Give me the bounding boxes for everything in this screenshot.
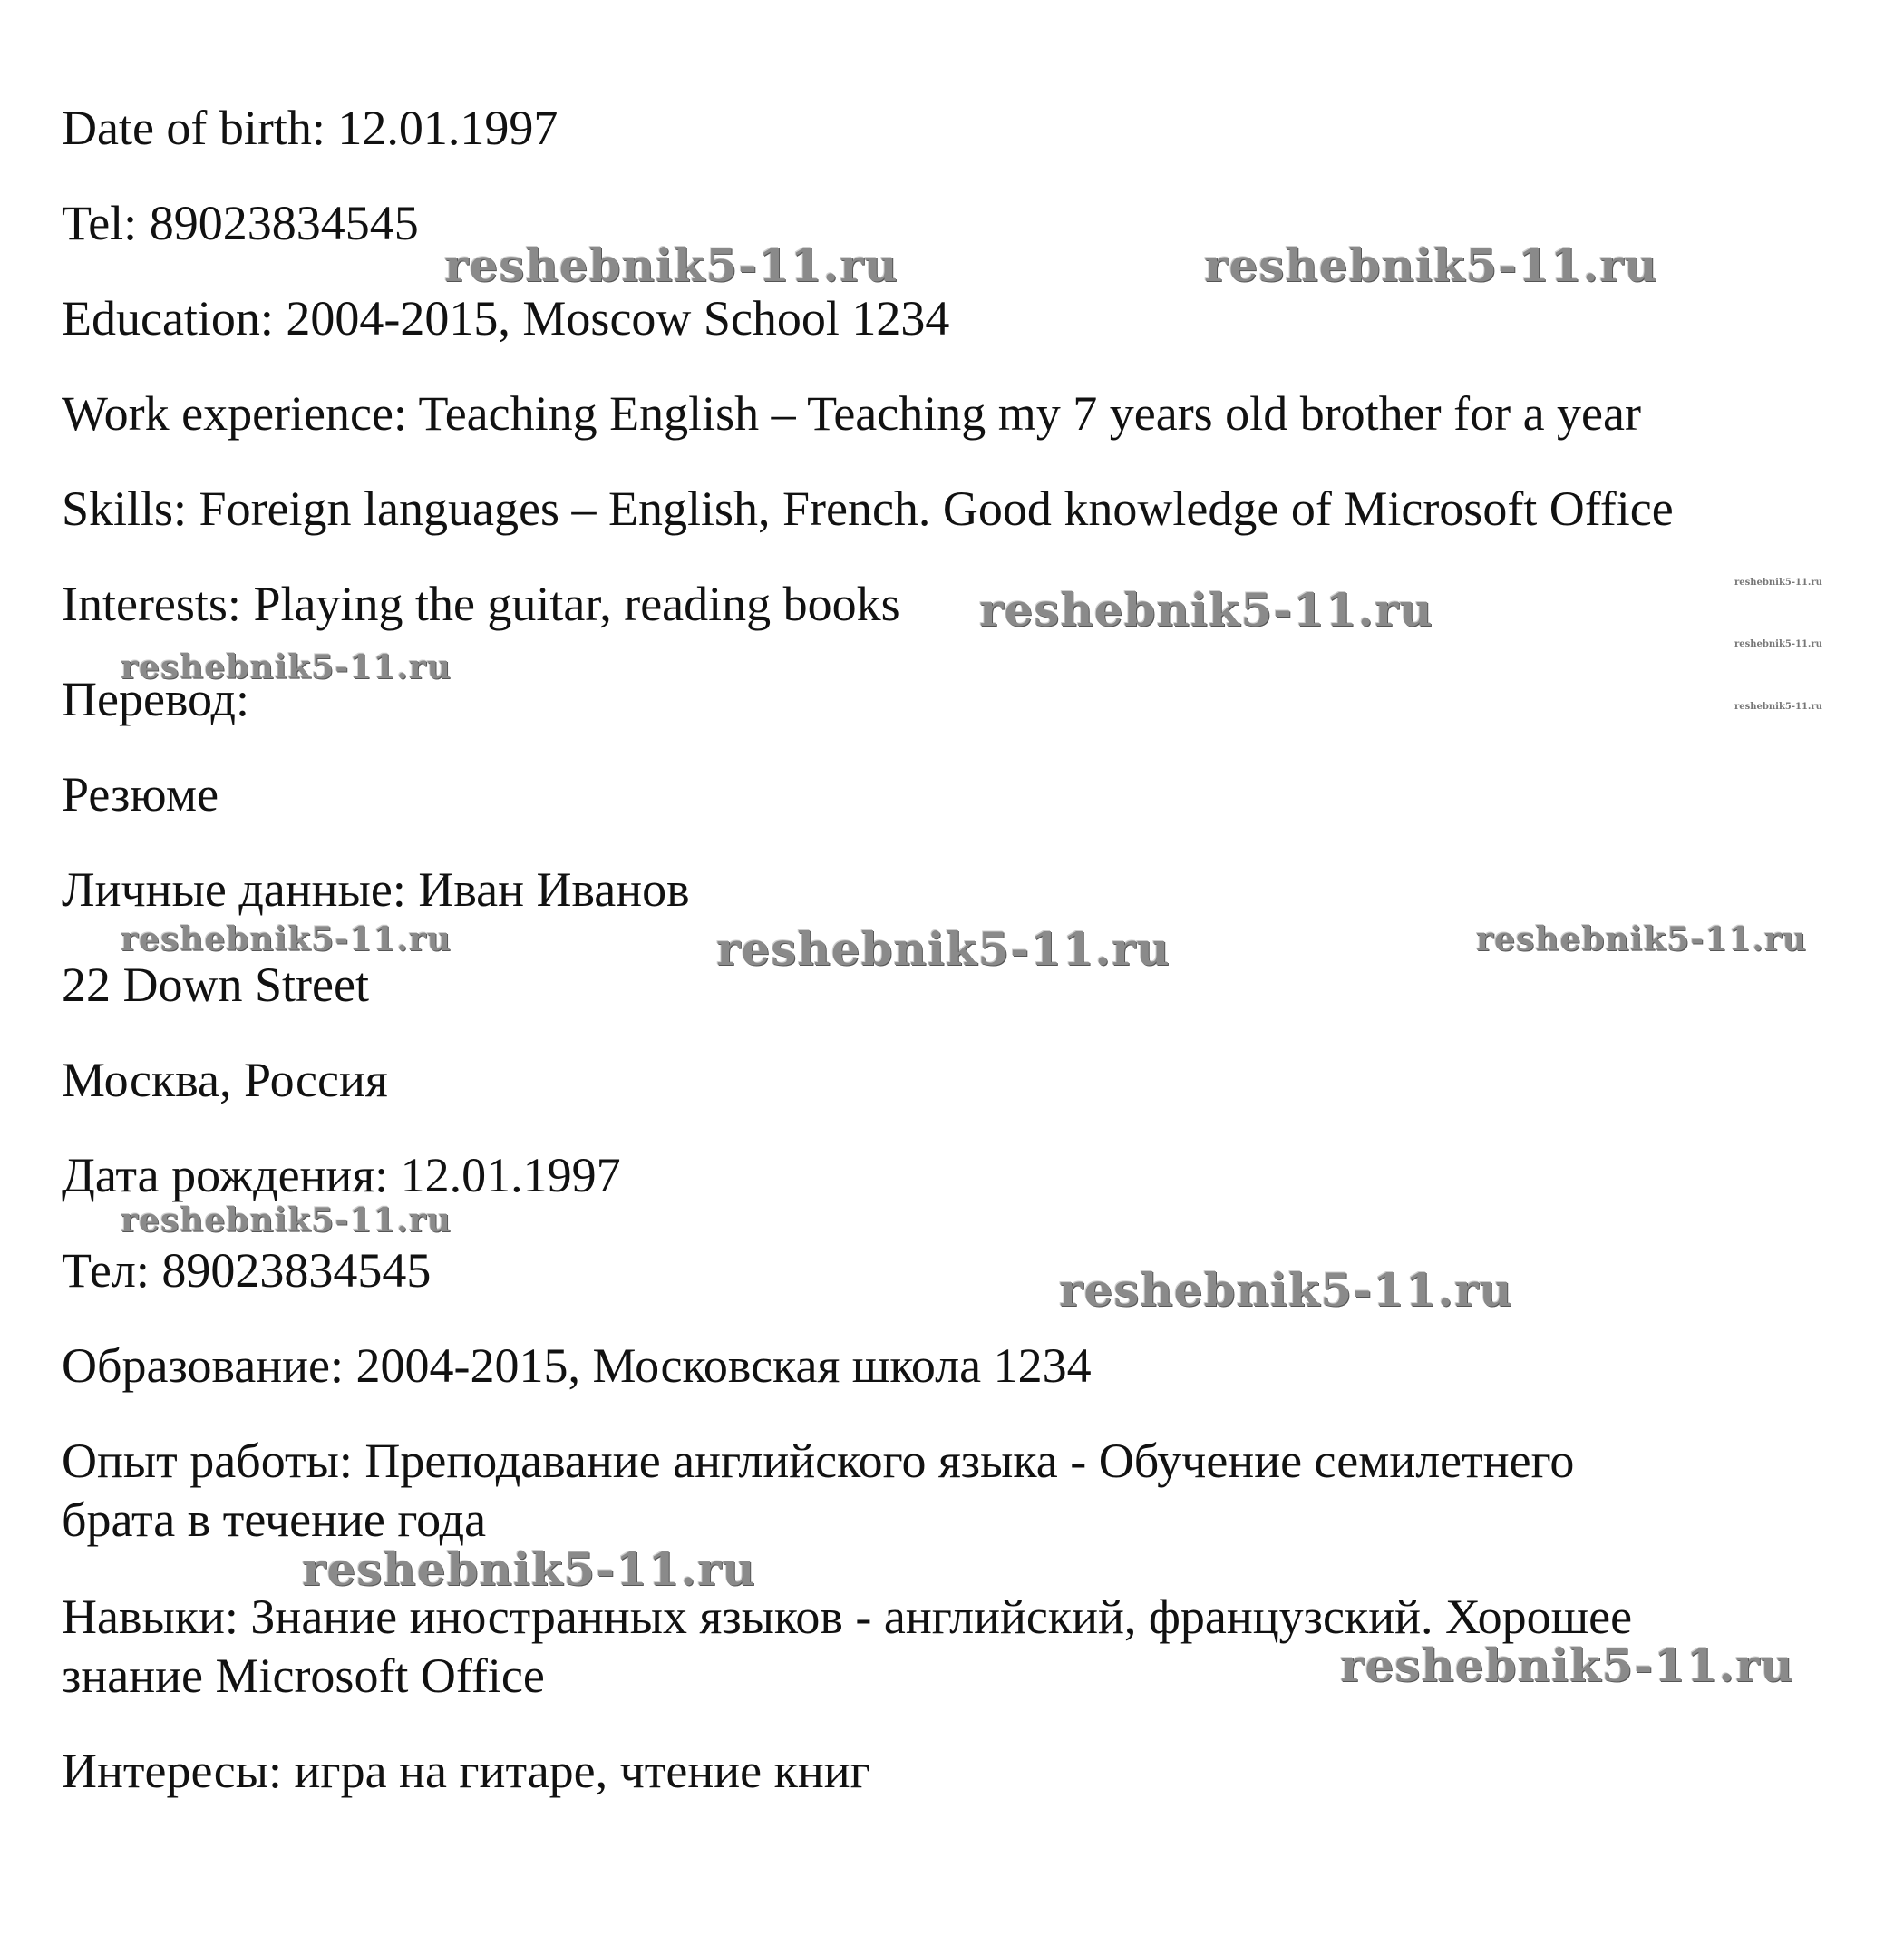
work-experience-line: Work experience: Teaching English – Teaching my 7 years old brother for a year (62, 386, 1641, 441)
tel-ru-line: Тел: 89023834545 (62, 1243, 432, 1298)
city-line: Москва, Россия (62, 1053, 388, 1107)
watermark: reshebnik5-11.ru (979, 583, 1433, 637)
tel-line: Tel: 89023834545 (62, 196, 419, 250)
date-of-birth-line: Date of birth: 12.01.1997 (62, 101, 559, 155)
translation-heading: Перевод: (62, 672, 249, 726)
street-line: 22 Down Street (62, 958, 369, 1012)
watermark: reshebnik5-11.ru (1476, 920, 1807, 958)
watermark: reshebnik5-11.ru (121, 648, 452, 686)
watermark: reshebnik5-11.ru (1059, 1263, 1513, 1317)
work-experience-ru-line-2: брата в течение года (62, 1493, 487, 1547)
birth-date-ru-line: Дата рождения: 12.01.1997 (62, 1148, 621, 1202)
watermark: reshebnik5-11.ru (121, 920, 452, 958)
skills-ru-line-2: знание Microsoft Office (62, 1648, 545, 1703)
watermark: reshebnik5-11.ru (302, 1542, 756, 1596)
skills-ru-line-1: Навыки: Знание иностранных языков - английский, французский. Хорошее (62, 1590, 1633, 1644)
watermark: reshebnik5-11.ru (716, 922, 1171, 976)
interests-ru-line: Интересы: игра на гитаре, чтение книг (62, 1744, 870, 1798)
education-ru-line: Образование: 2004-2015, Московская школа 1234 (62, 1338, 1092, 1393)
work-experience-ru-line-1: Опыт работы: Преподавание английского языка - Обучение семилетнего (62, 1434, 1575, 1488)
watermark: reshebnik5-11.ru (121, 1201, 452, 1240)
watermark: reshebnik5-11.ru (1734, 702, 1822, 712)
interests-line: Interests: Playing the guitar, reading books (62, 577, 900, 631)
education-line: Education: 2004-2015, Moscow School 1234 (62, 291, 950, 345)
skills-line: Skills: Foreign languages – English, French. Good knowledge of Microsoft Office (62, 481, 1674, 536)
watermark: reshebnik5-11.ru (1204, 238, 1658, 292)
watermark: reshebnik5-11.ru (1734, 578, 1822, 588)
personal-data-line: Личные данные: Иван Иванов (62, 862, 690, 917)
watermark: reshebnik5-11.ru (1340, 1639, 1794, 1692)
watermark: reshebnik5-11.ru (444, 238, 899, 292)
watermark: reshebnik5-11.ru (1734, 639, 1822, 649)
resume-title: Резюме (62, 767, 219, 822)
